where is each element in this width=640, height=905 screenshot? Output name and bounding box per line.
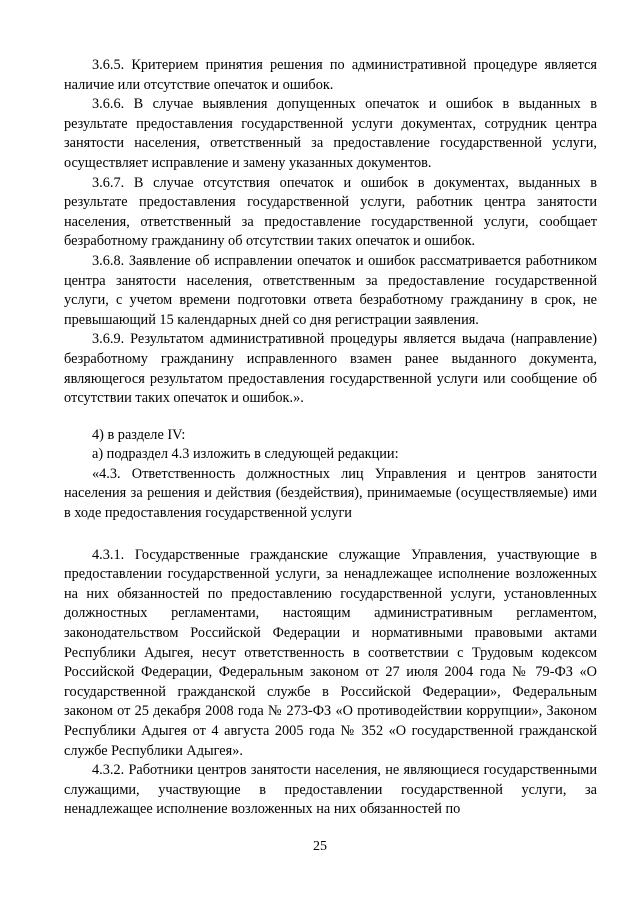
paragraph-4-3-heading: «4.3. Ответственность должностных лиц Управления и центров занятости населения за решения и действия (бездействия), принимаемые (осуществляемые) ими в ходе предоставления государственной услуги: [64, 465, 597, 522]
spacer: [64, 524, 597, 546]
spacer: [64, 409, 597, 426]
paragraph-3-6-7: 3.6.7. В случае отсутствия опечаток и ошибок в документах, выданных в результате предоставления государственной услуги, работник центра занятости населения, ответственный за предоставление государственной услуги, сообщает безработному гражданину об отсутствии таких опечаток и ошибок.: [64, 174, 597, 250]
paragraph-3-6-6: 3.6.6. В случае выявления допущенных опечаток и ошибок в выданных в результате предоставления государственной услуги документах, сотрудник центра занятости населения, ответственный за предоставление государственной услуги, осуществляет исправление и замену указанных документов.: [64, 96, 597, 171]
paragraph-3-6-5: 3.6.5. Критерием принятия решения по административной процедуре является наличие или отсутствие опечаток и ошибок.: [64, 57, 597, 93]
paragraph-subsection-instruction: а) подраздел 4.3 изложить в следующей редакции:: [92, 446, 399, 463]
paragraph-3-6-9: 3.6.9. Результатом административной процедуры является выдача (направление) безработному гражданину исправленного взамен ранее выданного документа, являющегося результатом предоставления государственной услуги или сообщение об отсутствии таких опечаток и ошибок.».: [64, 331, 597, 407]
paragraph-3-6-8: 3.6.8. Заявление об исправлении опечаток и ошибок рассматривается работником центра занятости населения, ответственным за предоставление государственной услуги, с учетом времени подготовки ответа безработному гражданину в срок, не превышающий 15 календарных дней со дня регистрации заявления.: [64, 252, 597, 328]
document-page: [64, 56, 597, 820]
page-number: 25: [313, 839, 327, 854]
paragraph-4-3-2: 4.3.2. Работники центров занятости населения, не являющиеся государственными служащими, участвующие в предоставлении государственной услуги, за ненадлежащее исполнение возложенных на них обязанностей по: [64, 762, 597, 818]
paragraph-4-3-1: 4.3.1. Государственные гражданские служащие Управления, участвующие в предоставлении государственной услуги, за ненадлежащее исполнение возложенных на них обязанностей по предоставлению государственной услуги, установленных должностных регламентами, настоящим административным регламентом, законодательством Российской Федерации и нормативными правовыми актами Республики Адыгея, несут ответственность в соответствии с Трудовым кодексом Российской Федерации, Федеральным законом от 27 июля 2004 года № 79-ФЗ «О государственной гражданской службе в Российской Федерации», Федеральным законом от 25 декабря 2008 года № 273-ФЗ «О противодействии коррупции», Законом Республики Адыгея от 4 августа 2005 года № 352 «О государственной гражданской службе Республики Адыгея».: [64, 546, 597, 759]
paragraph-section-iv: 4) в разделе IV:: [92, 426, 186, 443]
